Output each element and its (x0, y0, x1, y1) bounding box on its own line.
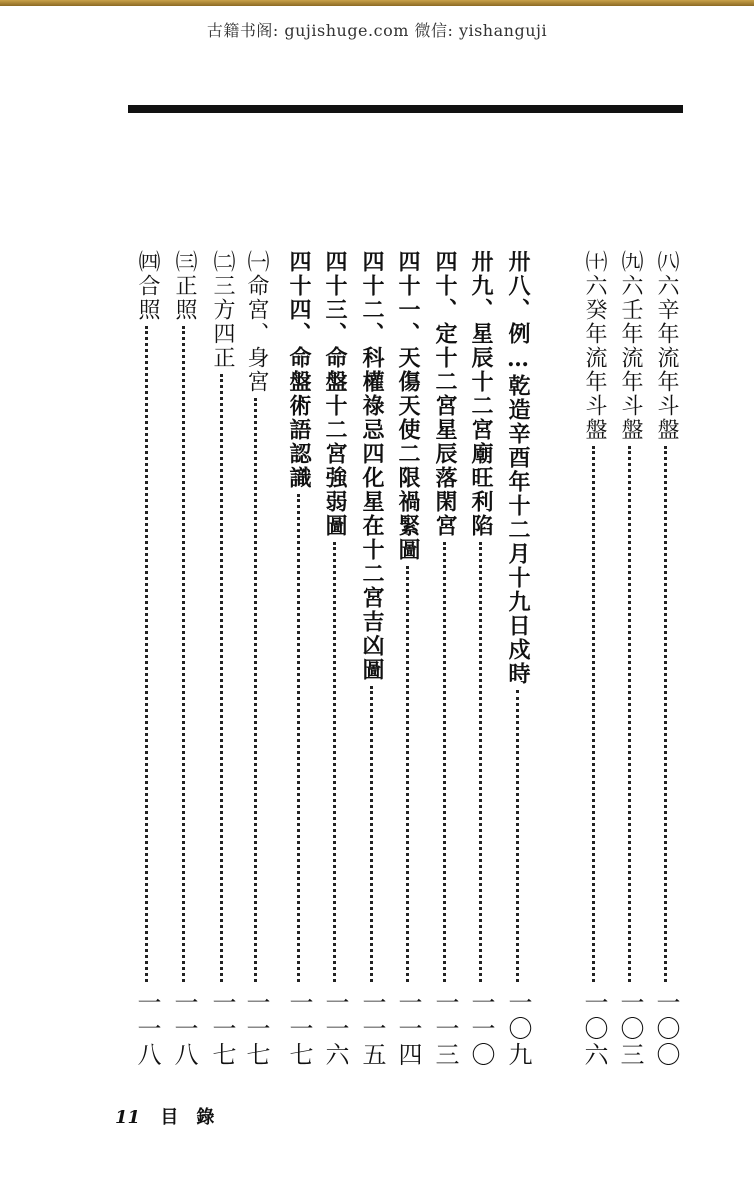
header-rule (128, 105, 683, 113)
dot-leader (145, 326, 148, 982)
toc-entry-title: 四十、定十二宮星辰落閑宮 (432, 250, 458, 538)
toc-entry-title: 四十二、科權祿忌四化星在十二宮吉凶圖 (359, 250, 385, 682)
toc-entry-page: 一一六 (321, 990, 349, 1068)
dot-leader (406, 566, 409, 982)
toc-entry-page: 一一八 (170, 990, 198, 1068)
dot-leader (297, 494, 300, 982)
toc-entry[interactable] (429, 250, 461, 1075)
toc-entry-page: 一一八 (133, 990, 161, 1068)
dot-leader (628, 446, 631, 982)
toc-entry-page: 一一三 (431, 990, 459, 1068)
toc-entry[interactable] (578, 250, 610, 1075)
toc-entry[interactable] (131, 250, 163, 1075)
page-number: 11 (115, 1107, 141, 1128)
toc-entry[interactable] (206, 250, 238, 1075)
dot-leader (443, 542, 446, 982)
dot-leader (664, 446, 667, 982)
toc-entry-title: ㈠命宮、身宮 (244, 250, 269, 394)
toc-entry-title: ㈡三方四正 (210, 250, 235, 370)
dot-leader (220, 374, 223, 982)
page-footer (115, 1103, 232, 1129)
toc-entry-page: 一一四 (394, 990, 422, 1068)
toc-entry-title: 四十三、命盤十二宮強弱圖 (322, 250, 348, 538)
dot-leader (479, 542, 482, 982)
dot-leader (516, 690, 519, 982)
toc-entry-title: ㈩六癸年流年斗盤 (582, 250, 607, 442)
top-border (0, 0, 754, 6)
toc-entry-title: ㈣合照 (135, 250, 160, 322)
toc-entry[interactable] (502, 250, 534, 1075)
dot-leader (254, 398, 257, 982)
toc-entry-page: 一〇九 (504, 990, 532, 1068)
toc-entry-page: 一一七 (285, 990, 313, 1068)
toc-entry-title: 卅九、星辰十二宮廟旺利陷 (468, 250, 494, 538)
dot-leader (333, 542, 336, 982)
toc-entry-title: 卅八、例…乾造辛酉年十二月十九日戍時 (505, 250, 531, 686)
toc-entry[interactable] (465, 250, 497, 1075)
toc-entry[interactable] (283, 250, 315, 1075)
toc-entry-page: 一一〇 (467, 990, 495, 1068)
toc-entry-title: ㈢正照 (172, 250, 197, 322)
toc-entry-title: ㈧六辛年流年斗盤 (654, 250, 679, 442)
toc-entry[interactable] (392, 250, 424, 1075)
toc-entry[interactable] (614, 250, 646, 1075)
toc-entry[interactable] (319, 250, 351, 1075)
toc-entry-page: 一一七 (242, 990, 270, 1068)
toc-entry-page: 一一七 (208, 990, 236, 1068)
toc-entry[interactable] (650, 250, 682, 1075)
toc-entry-page: 一〇三 (616, 990, 644, 1068)
toc-entry-title: 四十一、天傷天使二限禍緊圖 (395, 250, 421, 562)
watermark-text: 古籍书阁: gujishuge.com 微信: yishanguji (206, 21, 548, 40)
toc-entry-page: 一一五 (358, 990, 386, 1068)
toc-entry-page: 一〇〇 (652, 990, 680, 1068)
toc-entry-page: 一〇六 (580, 990, 608, 1068)
toc-entry-title: 四十四、命盤術語認識 (286, 250, 312, 490)
toc-entry[interactable] (356, 250, 388, 1075)
toc-entry-title: ㈨六壬年流年斗盤 (618, 250, 643, 442)
toc-entry[interactable] (240, 250, 272, 1075)
section-label: 目錄 (160, 1107, 233, 1128)
dot-leader (592, 446, 595, 982)
dot-leader (182, 326, 185, 982)
dot-leader (370, 686, 373, 982)
toc-entry[interactable] (168, 250, 200, 1075)
